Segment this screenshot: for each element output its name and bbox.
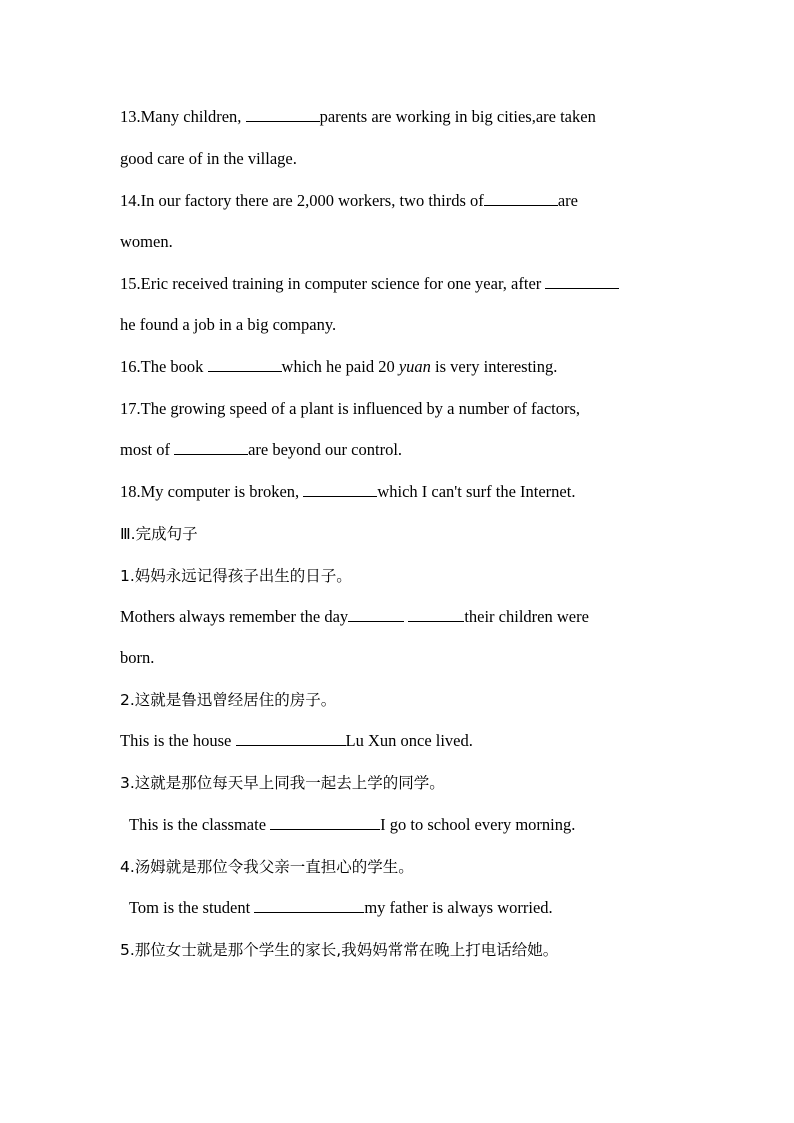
answer-blank[interactable] bbox=[303, 481, 377, 497]
sentence-3-chinese: 3.这就是那位每天早上同我一起去上学的同学。 bbox=[120, 774, 445, 792]
question-15-line-1: 15.Eric received training in computer science for one year, after bbox=[120, 273, 619, 295]
question-15-line-2: he found a job in a big company. bbox=[120, 315, 337, 334]
question-17-line-2: most of are beyond our control. bbox=[120, 440, 403, 459]
question-13-line-1: 13.Many children, parents are working in big cities,are taken bbox=[120, 107, 596, 126]
sentence-4-chinese: 4.汤姆就是那位令我父亲一直担心的学生。 bbox=[120, 858, 414, 876]
answer-blank[interactable] bbox=[236, 730, 346, 746]
question-14-line-1: 14.In our factory there are 2,000 workers, two thirds of are bbox=[120, 191, 578, 210]
question-14-line-2: women. bbox=[120, 232, 173, 251]
sentence-2-chinese: 2.这就是鲁迅曾经居住的房子。 bbox=[120, 691, 337, 709]
section-3-heading: Ⅲ.完成句子 bbox=[120, 525, 198, 543]
sentence-5-chinese: 5.那位女士就是那个学生的家长,我妈妈常常在晚上打电话给她。 bbox=[120, 941, 559, 959]
answer-blank[interactable] bbox=[208, 356, 282, 372]
sentence-4-english: Tom is the student my father is always worried. bbox=[129, 898, 553, 917]
sentence-1-english-line-1: Mothers always remember the day their children were bbox=[120, 607, 589, 626]
answer-blank[interactable] bbox=[408, 606, 464, 622]
question-16-line: 16.The book which he paid 20 yuan is very interesting. bbox=[120, 357, 558, 376]
sentence-3-english: This is the classmate I go to school every morning. bbox=[129, 815, 576, 834]
answer-blank[interactable] bbox=[484, 190, 558, 206]
answer-blank[interactable] bbox=[348, 606, 404, 622]
sentence-1-english-line-2: born. bbox=[120, 648, 155, 667]
answer-blank[interactable] bbox=[174, 439, 248, 455]
answer-blank[interactable] bbox=[270, 814, 380, 830]
answer-blank[interactable] bbox=[246, 106, 320, 122]
question-17-line-1: 17.The growing speed of a plant is influenced by a number of factors, bbox=[120, 399, 581, 418]
question-13-line-2: good care of in the village. bbox=[120, 149, 297, 168]
question-18-line: 18.My computer is broken, which I can't surf the Internet. bbox=[120, 482, 576, 501]
answer-blank[interactable] bbox=[254, 897, 364, 913]
answer-blank[interactable] bbox=[545, 273, 619, 289]
sentence-1-chinese: 1.妈妈永远记得孩子出生的日子。 bbox=[120, 567, 352, 585]
sentence-2-english: This is the house Lu Xun once lived. bbox=[120, 731, 473, 750]
